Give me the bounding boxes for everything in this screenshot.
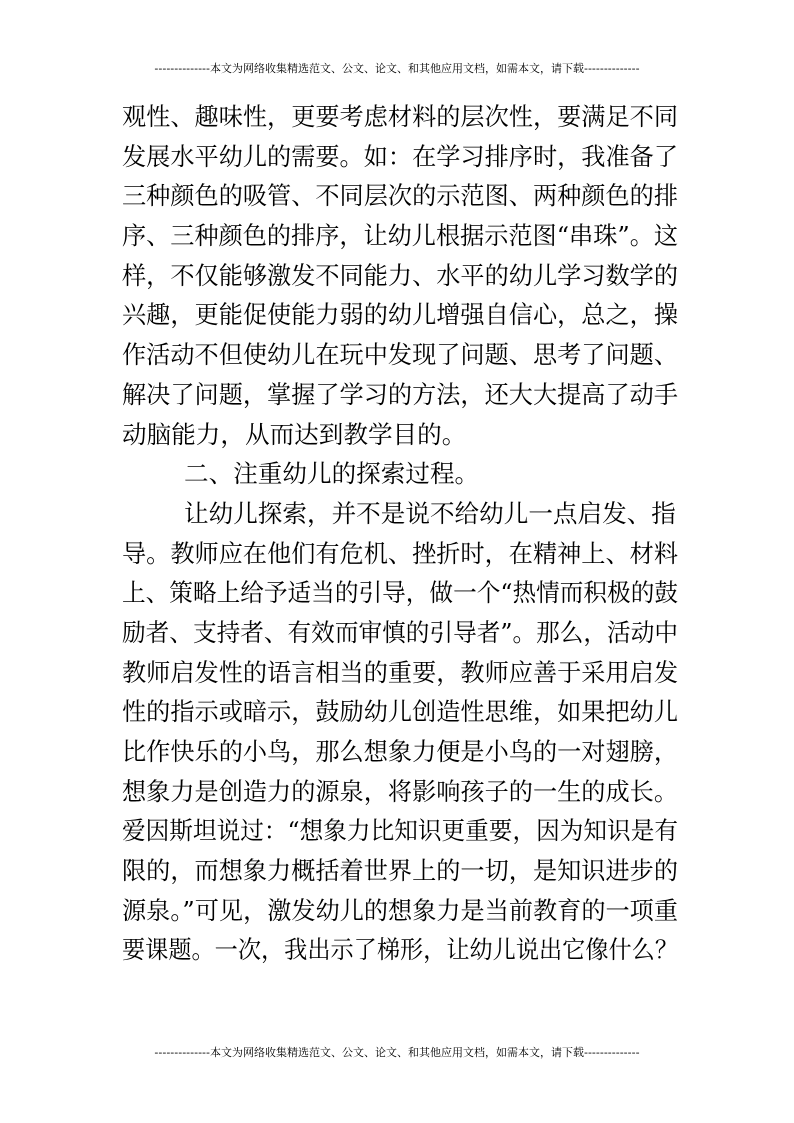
body-line-6: 兴趣，更能促使能力弱的幼儿增强自信心，总之，操 [122, 300, 678, 330]
page-header: --------------本文为网络收集精选范文、公文、论文、和其他应用文档，如需本文，请下载-------------- [154, 62, 640, 75]
body-line-13: 上、策略上给予适当的引导，做一个“热情而积极的鼓 [122, 578, 678, 608]
section-heading: 二、注重幼儿的探索过程。 [184, 459, 480, 489]
body-line-4: 序、三种颜色的排序，让幼儿根据示范图“串珠”。这 [122, 221, 678, 251]
body-line-16: 性的指示或暗示，鼓励幼儿创造性思维，如果把幼儿 [122, 697, 678, 727]
body-line-3: 三种颜色的吸管、不同层次的示范图、两种颜色的排 [122, 181, 678, 211]
body-line-14: 励者、支持者、有效而审慎的引导者”。那么，活动中 [122, 617, 678, 647]
body-line-2: 发展水平幼儿的需要。如：在学习排序时，我准备了 [122, 141, 678, 171]
body-line-15: 教师启发性的语言相当的重要，教师应善于采用启发 [122, 657, 678, 687]
body-line-5: 样，不仅能够激发不同能力、水平的幼儿学习数学的 [122, 260, 678, 290]
body-line-11: 让幼儿探索，并不是说不给幼儿一点启发、指 [184, 498, 676, 528]
body-line-18: 想象力是创造力的源泉，将影响孩子的一生的成长。 [122, 776, 678, 806]
body-line-12: 导。教师应在他们有危机、挫折时，在精神上、材料 [122, 538, 678, 568]
body-line-21: 源泉。”可见，激发幼儿的想象力是当前教育的一项重 [122, 895, 678, 925]
body-line-19: 爱因斯坦说过：“想象力比知识更重要，因为知识是有 [122, 816, 678, 846]
body-line-17: 比作快乐的小鸟，那么想象力便是小鸟的一对翅膀， [122, 737, 678, 766]
body-line-7: 作活动不但使幼儿在玩中发现了问题、思考了问题、 [122, 340, 678, 370]
document-body [122, 97, 678, 970]
body-line-9: 动脑能力，从而达到教学目的。 [122, 419, 467, 449]
body-line-1: 观性、趣味性，更要考虑材料的层次性，要满足不同 [122, 102, 678, 131]
body-line-20: 限的，而想象力概括着世界上的一切，是知识进步的 [122, 856, 678, 886]
body-line-8: 解决了问题，掌握了学习的方法，还大大提高了动手 [122, 379, 678, 409]
body-line-22: 要课题。一次，我出示了梯形，让幼儿说出它像什么？ [122, 935, 678, 965]
page-footer: --------------本文为网络收集精选范文、公文、论文、和其他应用文档，如需本文，请下载-------------- [154, 1046, 640, 1059]
